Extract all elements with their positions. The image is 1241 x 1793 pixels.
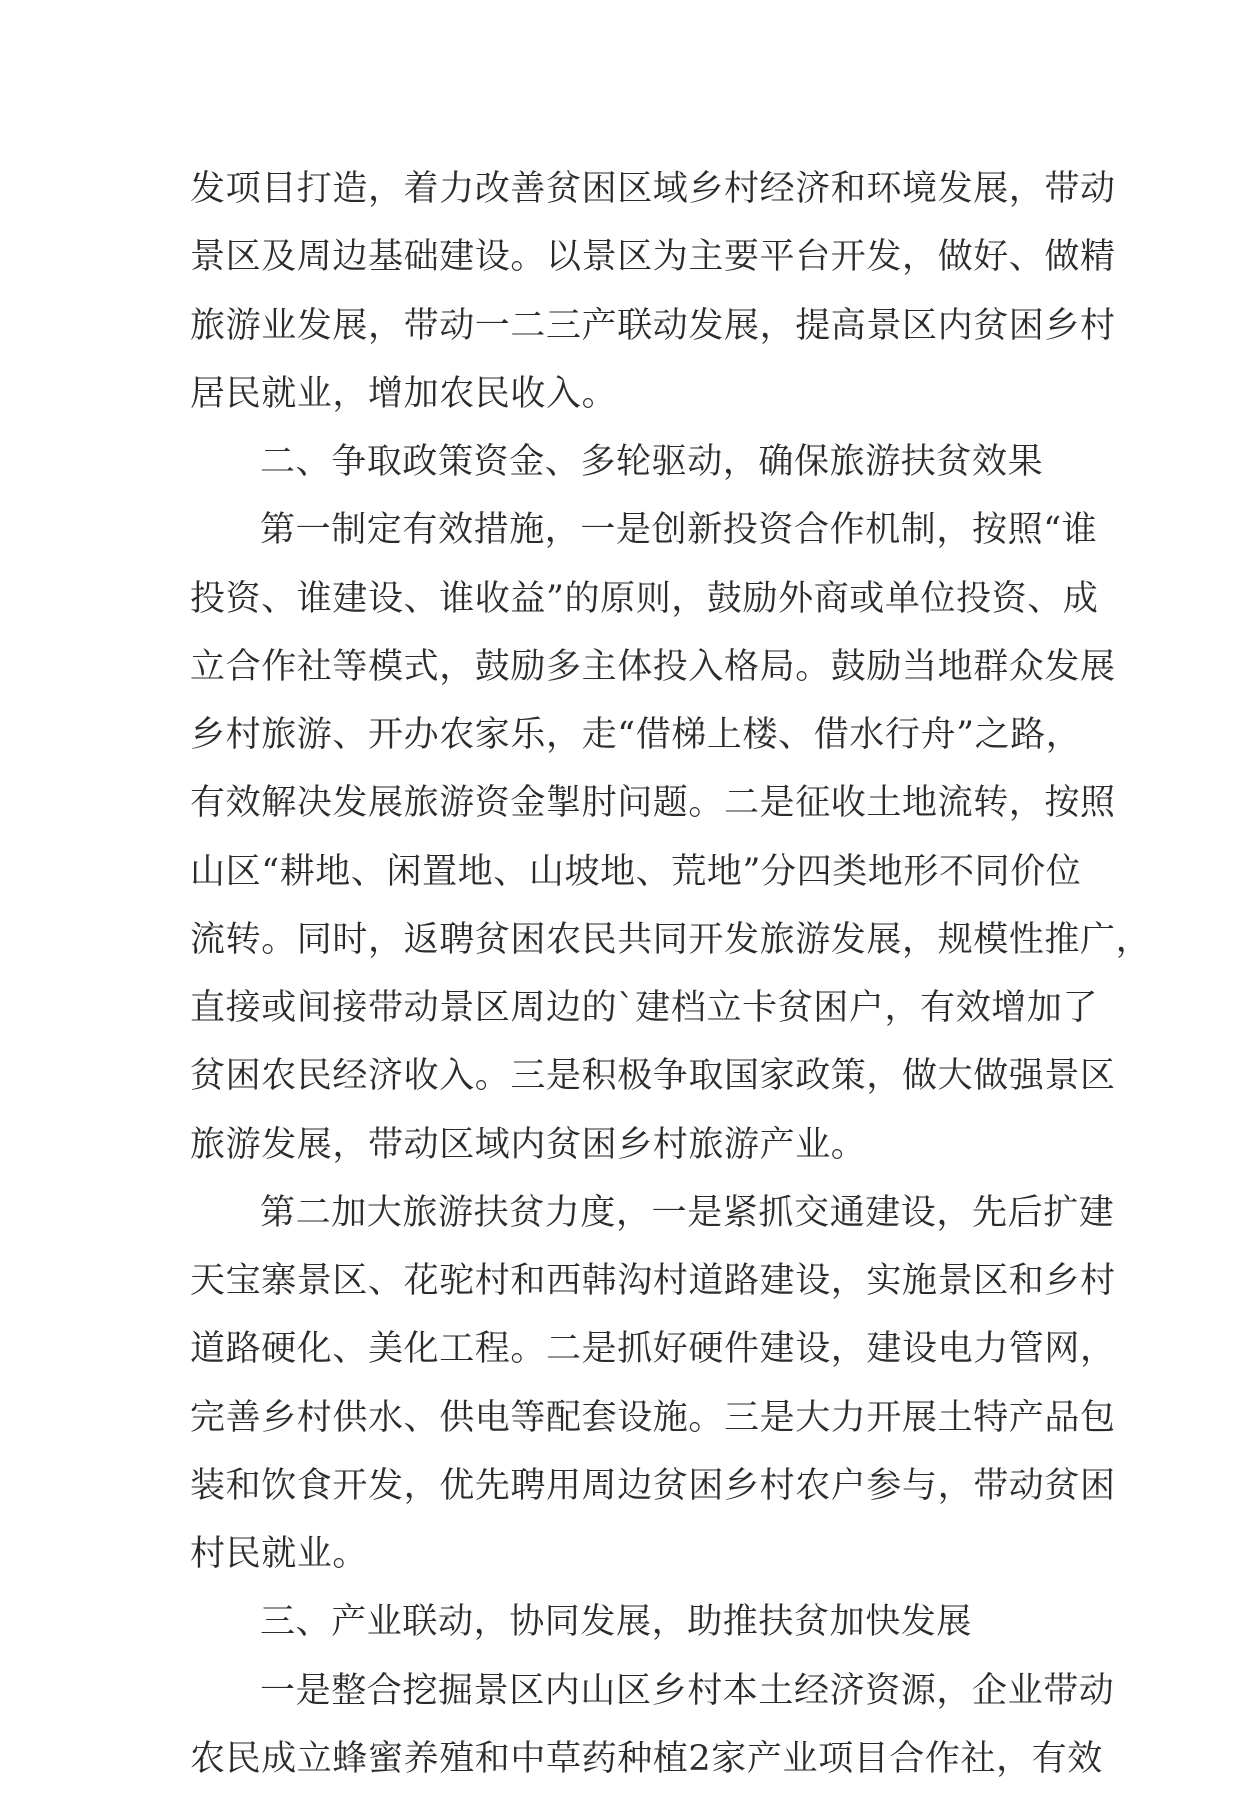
document-body bbox=[190, 155, 1152, 1793]
text-line: 第二加大旅游扶贫力度，一是紧抓交通建设，先后扩建 bbox=[260, 1192, 1115, 1233]
text-line: 旅游业发展，带动一二三产联动发展，提高景区内贫困乡村 bbox=[190, 305, 1116, 346]
text-line: 景区及周边基础建设。以景区为主要平台开发，做好、做精 bbox=[190, 237, 1116, 278]
text-line: 村民就业。 bbox=[190, 1534, 369, 1574]
text-line: 道路硬化、美化工程。二是抓好硬件建设，建设电力管网， bbox=[190, 1329, 1116, 1370]
text-line: 有效解决发展旅游资金掣肘问题。二是征收土地流转，按照 bbox=[190, 783, 1116, 824]
text-line: 一是整合挖掘景区内山区乡村本土经济资源，企业带动 bbox=[260, 1670, 1115, 1711]
text-line: 贫困农民经济收入。三是积极争取国家政策，做大做强景区 bbox=[190, 1056, 1116, 1097]
text-line: 直接或间接带动景区周边的`建档立卡贫困户，有效增加了 bbox=[190, 988, 1099, 1028]
text-line: 投资、谁建设、谁收益”的原则，鼓励外商或单位投资、成 bbox=[190, 578, 1099, 619]
text-line: 旅游发展，带动区域内贫困乡村旅游产业。 bbox=[190, 1124, 867, 1165]
text-line: 居民就业，增加农民收入。 bbox=[190, 373, 618, 414]
text-line: 天宝寨景区、花驼村和西韩沟村道路建设，实施景区和乡村 bbox=[190, 1261, 1116, 1301]
text-line: 流转。同时，返聘贫困农民共同开发旅游发展，规模性推广， bbox=[190, 919, 1152, 960]
text-line: 立合作社等模式，鼓励多主体投入格局。鼓励当地群众发展 bbox=[190, 646, 1116, 687]
text-line: 农民成立蜂蜜养殖和中草药种植2家产业项目合作社，有效 bbox=[190, 1738, 1103, 1779]
text-line: 完善乡村供水、供电等配套设施。三是大力开展土特产品包 bbox=[190, 1397, 1116, 1438]
text-line: 二、争取政策资金、多轮驱动，确保旅游扶贫效果 bbox=[260, 442, 1044, 482]
text-line: 发项目打造，着力改善贫困区域乡村经济和环境发展，带动 bbox=[190, 169, 1116, 209]
text-line: 装和饮食开发，优先聘用周边贫困乡村农户参与，带动贫困 bbox=[190, 1465, 1116, 1506]
text-line: 三、产业联动，协同发展，助推扶贫加快发展 bbox=[260, 1602, 973, 1643]
text-line: 山区“耕地、闲置地、山坡地、荒地”分四类地形不同价位 bbox=[190, 851, 1082, 892]
text-line: 乡村旅游、开办农家乐，走“借梯上楼、借水行舟”之路， bbox=[190, 715, 1082, 755]
text-line: 第一制定有效措施，一是创新投资合作机制，按照“谁 bbox=[260, 510, 1098, 551]
